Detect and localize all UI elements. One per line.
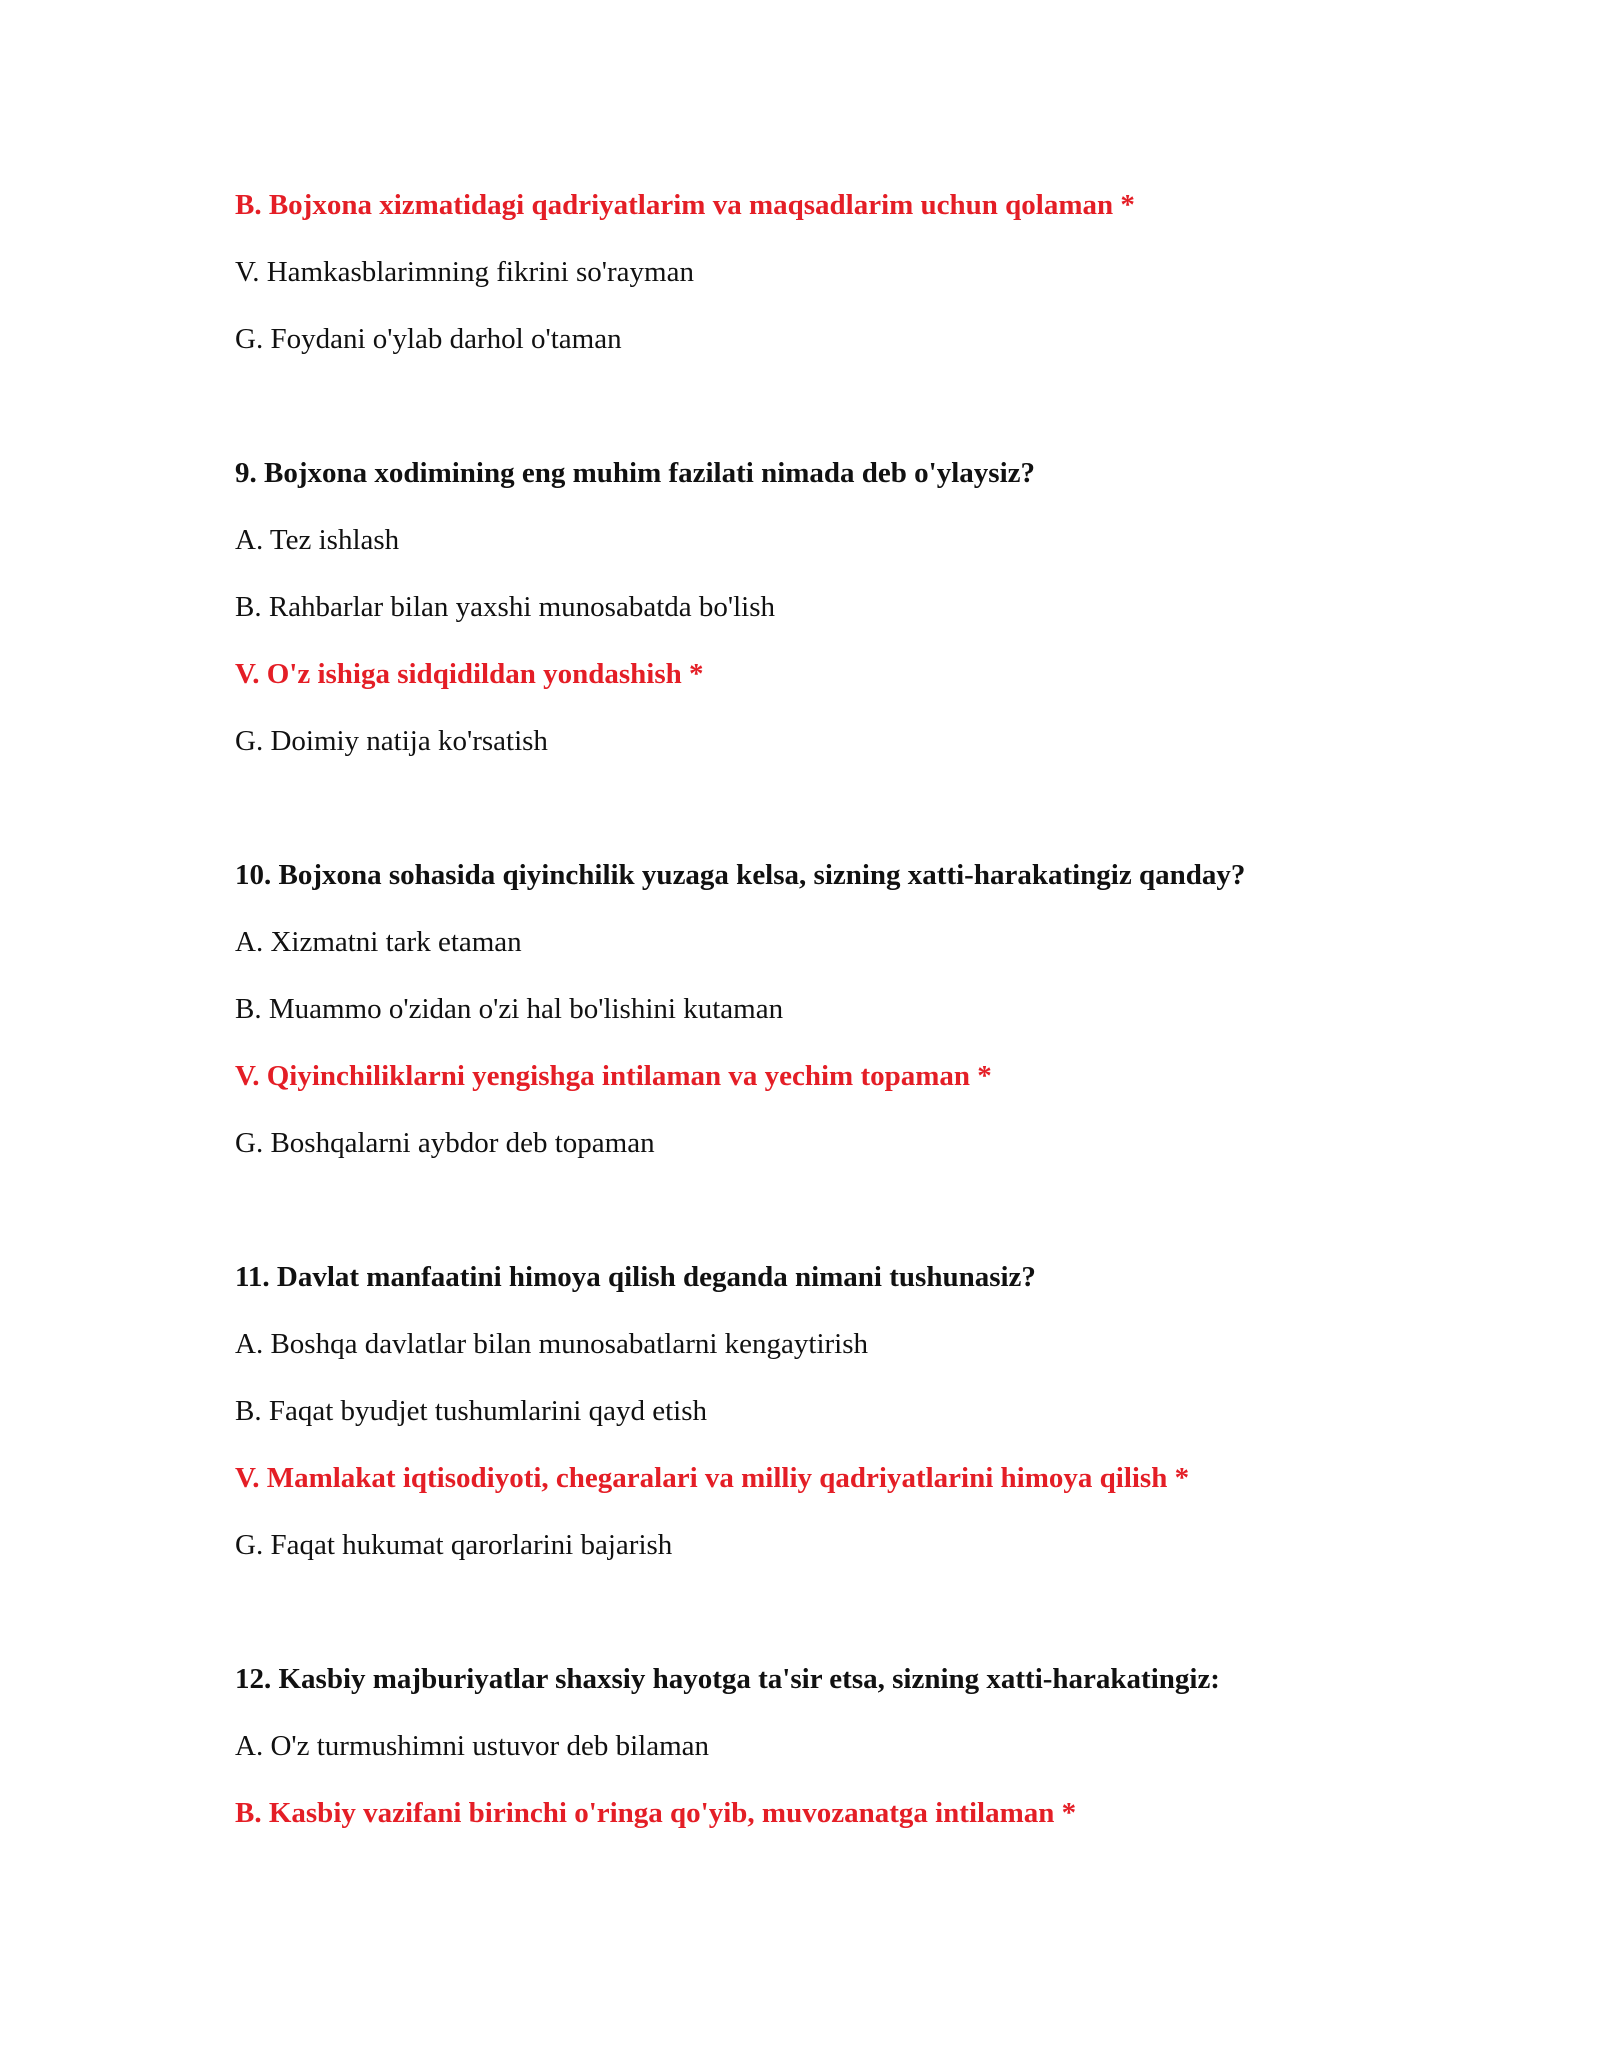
option-b-q12: B. Kasbiy vazifani birinchi o'ringa qo'yib, muvozanatga intilaman * [235,1797,1077,1829]
option-a-q12: A. O'z turmushimni ustuvor deb bilaman [235,1730,709,1762]
option-v-q11: V. Mamlakat iqtisodiyoti, chegaralari va milliy qadriyatlarini himoya qilish * [235,1462,1190,1494]
question-9: 9. Bojxona xodimining eng muhim fazilati nimada deb o'ylaysiz? [235,457,1036,489]
option-b-q10: B. Muammo o'zidan o'zi hal bo'lishini kutaman [235,993,784,1025]
question-10: 10. Bojxona sohasida qiyinchilik yuzaga kelsa, sizning xatti-harakatingiz qanday? [235,859,1246,891]
option-a-q9: A. Tez ishlash [235,524,400,556]
question-11: 11. Davlat manfaatini himoya qilish deganda nimani tushunasiz? [235,1261,1036,1293]
option-b-q9: B. Rahbarlar bilan yaxshi munosabatda bo'lish [235,591,776,623]
option-v-q9: V. O'z ishiga sidqidildan yondashish * [235,658,704,690]
option-a-q10: A. Xizmatni tark etaman [235,926,522,958]
option-g-q10: G. Boshqalarni aybdor deb topaman [235,1127,655,1159]
option-v-q10: V. Qiyinchiliklarni yengishga intilaman va yechim topaman * [235,1060,992,1092]
option-g-q11: G. Faqat hukumat qarorlarini bajarish [235,1529,673,1561]
option-g-q9: G. Doimiy natija ko'rsatish [235,725,548,757]
option-b-q11: B. Faqat byudjet tushumlarini qayd etish [235,1395,708,1427]
option-a-q11: A. Boshqa davlatlar bilan munosabatlarni kengaytirish [235,1328,869,1360]
option-g-q8: G. Foydani o'ylab darhol o'taman [235,323,622,355]
option-v-q8: V. Hamkasblarimning fikrini so'rayman [235,256,694,288]
question-12: 12. Kasbiy majburiyatlar shaxsiy hayotga ta'sir etsa, sizning xatti-harakatingiz: [235,1663,1220,1695]
option-b-q8: B. Bojxona xizmatidagi qadriyatlarim va maqsadlarim uchun qolaman * [235,189,1135,221]
